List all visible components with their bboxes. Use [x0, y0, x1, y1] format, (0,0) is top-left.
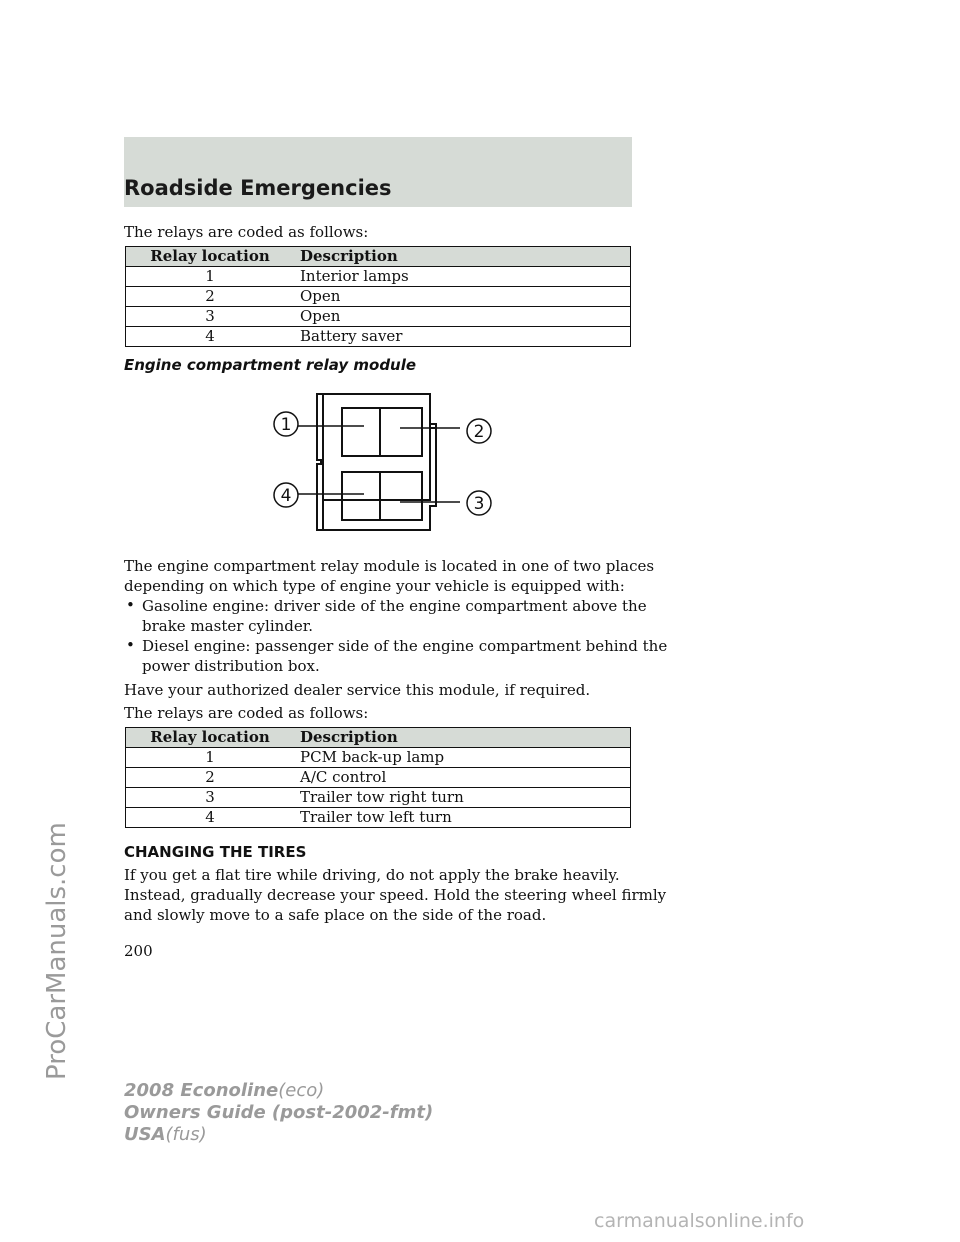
- section-heading-changing-tires: CHANGING THE TIRES: [124, 843, 307, 861]
- paragraph-flat-tire-line-2: Instead, gradually decrease your speed. Hold the steering wheel firmly: [124, 886, 667, 904]
- paragraph-location-line-2: depending on which type of engine your vehicle is equipped with:: [124, 577, 625, 595]
- relay-description-cell: Trailer tow left turn: [294, 808, 631, 828]
- column-header-location: Relay location: [126, 247, 295, 267]
- paragraph-dealer-service: Have your authorized dealer service this module, if required.: [124, 681, 591, 699]
- column-header-description: Description: [294, 247, 631, 267]
- bullet-diesel-line-1: Diesel engine: passenger side of the engine compartment behind the: [142, 637, 668, 655]
- bullet-mark: •: [126, 596, 135, 614]
- side-watermark: ProCarManuals.com: [42, 822, 72, 1080]
- column-header-description: Description: [294, 728, 631, 748]
- relay-description-cell: Interior lamps: [294, 267, 631, 287]
- relay-box-top: [342, 408, 422, 456]
- bullet-gasoline-line-1: Gasoline engine: driver side of the engine compartment above the: [142, 597, 647, 615]
- footer-line-1: 2008 Econoline(eco): [124, 1080, 325, 1101]
- table-header-row: [126, 247, 631, 267]
- table-row: [126, 267, 631, 287]
- relay-location-cell: 3: [126, 788, 295, 808]
- table-row: [126, 788, 631, 808]
- table-row: [126, 808, 631, 828]
- relay-module-diagram: [260, 388, 500, 538]
- diagram-label-4: 4: [280, 486, 292, 506]
- paragraph-location-line-1: The engine compartment relay module is located in one of two places: [124, 557, 655, 575]
- relay-table-engine: [125, 727, 631, 828]
- relay-description-cell: PCM back-up lamp: [294, 748, 631, 768]
- relay-location-cell: 1: [126, 748, 295, 768]
- relay-description-cell: Battery saver: [294, 327, 631, 347]
- relay-location-cell: 2: [126, 768, 295, 788]
- relay-location-cell: 4: [126, 808, 295, 828]
- relay-table-interior: [125, 246, 631, 347]
- relay-location-cell: 3: [126, 307, 295, 327]
- intro-text-2: The relays are coded as follows:: [124, 704, 369, 722]
- table-row: [126, 327, 631, 347]
- footer-document-id: [124, 1080, 433, 1146]
- relay-location-cell: 2: [126, 287, 295, 307]
- table-header-row: [126, 728, 631, 748]
- diagram-label-1: 1: [280, 415, 292, 435]
- relay-box-bottom: [342, 472, 422, 520]
- page-number: 200: [124, 942, 153, 960]
- table-row: [126, 768, 631, 788]
- intro-text-1: The relays are coded as follows:: [124, 223, 369, 241]
- bullet-gasoline-line-2: brake master cylinder.: [142, 617, 314, 635]
- bullet-mark: •: [126, 636, 135, 654]
- diagram-label-2: 2: [473, 422, 485, 442]
- table-row: [126, 748, 631, 768]
- relay-location-cell: 4: [126, 327, 295, 347]
- diagram-label-3: 3: [473, 494, 485, 514]
- footer-line-2: Owners Guide (post-2002-fmt): [124, 1102, 434, 1123]
- footer-line-3: USA(fus): [124, 1124, 207, 1145]
- relay-description-cell: Trailer tow right turn: [294, 788, 631, 808]
- table-row: [126, 307, 631, 327]
- relay-description-cell: A/C control: [294, 768, 631, 788]
- paragraph-flat-tire-line-3: and slowly move to a safe place on the side of the road.: [124, 906, 547, 924]
- relay-description-cell: Open: [294, 287, 631, 307]
- housing-frame: [323, 394, 430, 500]
- relay-location-cell: 1: [126, 267, 295, 287]
- subheading-engine-relay-module: Engine compartment relay module: [124, 356, 417, 374]
- bullet-diesel-line-2: power distribution box.: [142, 657, 320, 675]
- bottom-watermark: carmanualsonline.info: [594, 1210, 805, 1232]
- relay-description-cell: Open: [294, 307, 631, 327]
- page-title: Roadside Emergencies: [124, 176, 392, 200]
- table-row: [126, 287, 631, 307]
- column-header-location: Relay location: [126, 728, 295, 748]
- paragraph-flat-tire-line-1: If you get a flat tire while driving, do not apply the brake heavily.: [124, 866, 620, 884]
